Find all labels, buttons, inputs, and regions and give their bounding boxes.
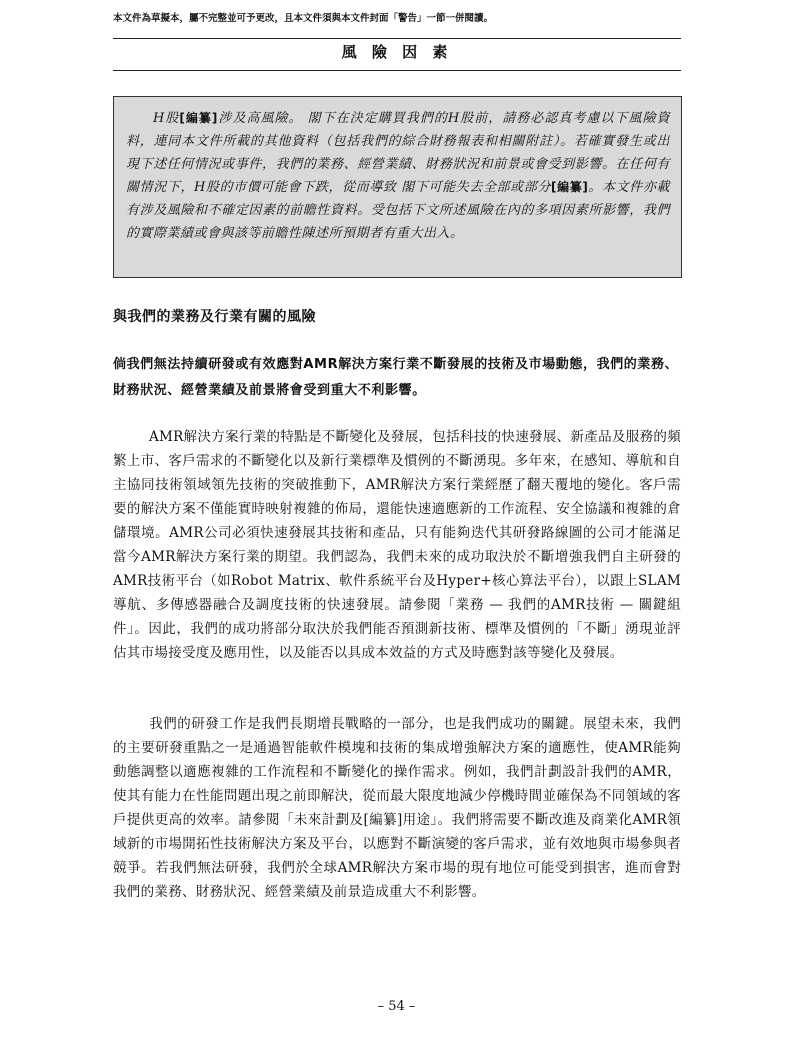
warning-text-part: 涉及高風險。 閣下在決定購買我們的H股前，請務必認真考慮以下風險資料，連同本文件所載的其他資料（包括我們的綜合財務報表和相關附註）。若確實發生或出現下述任何情況或事件，我們的業務、經營業績、財務狀況和前景或會受到影響。在任何有關情況下，H股的市價可能會下跌，從而導致 閣下可能失去全部或部分: [126, 111, 670, 195]
header-rule-bottom: [113, 70, 681, 71]
warning-text-part: 。本文件亦載有涉及風險和不確定因素的前瞻性資料。受包括下文所述風險在內的多項因素所影響，我們的實際業績或會與該等前瞻性陳述所預期者有重大出入。: [126, 180, 670, 241]
warning-box: [113, 96, 682, 278]
paragraph-text: 我們的研發工作是我們長期增長戰略的一部分，也是我們成功的關鍵。展望未來，我們的主要研發重點之一是通過智能軟件模塊和技術的集成增強解決方案的適應性，使AMR能夠動態調整以適應複雜的工作流程和不斷變化的操作需求。例如，我們計劃設計我們的AMR，使其有能力在性能問題出現之前即解決，從而最大限度地減少停機時間並確保為不同領域的客戶提供更高的效率。請參閱「未來計劃及[編纂]用途」。我們將需要不斷改進及商業化AMR領域新的市場開拓性技術解決方案及平台，以應對不斷演變的客戶需求，並有效地與市場參與者競爭。若我們無法研發，我們於全球AMR解決方案市場的現有地位可能受到損害，進而會對我們的業務、財務狀況、經營業績及前景造成重大不利影響。: [113, 716, 681, 900]
body-paragraph: [113, 712, 681, 927]
page-number: – 54 –: [377, 999, 416, 1014]
chapter-title: 風 險 因 素: [341, 43, 453, 61]
redacted-placeholder: [編纂]: [179, 111, 218, 125]
section-heading: 與我們的業務及行業有關的風險: [113, 309, 316, 325]
header-rule-top: [113, 38, 681, 39]
draft-disclaimer: 本文件為草擬本，屬不完整並可予更改，且本文件須與本文件封面「警告」一節一併閱讀。: [113, 13, 494, 24]
warning-text-part: H股: [153, 111, 180, 126]
redacted-placeholder: [編纂]: [551, 180, 589, 194]
body-paragraph: [113, 425, 681, 687]
paragraph-text: AMR解決方案行業的特點是不斷變化及發展，包括科技的快速發展、新產品及服務的頻繁上市、客戶需求的不斷變化以及新行業標準及慣例的不斷湧現。多年來，在感知、導航和自主協同技術領域領先技術的突破推動下，AMR解決方案行業經歷了翻天覆地的變化。客戶需要的解決方案不僅能實時映射複雜的佈局，還能快速適應新的工作流程、安全協議和複雜的倉儲環境。AMR公司必須快速發展其技術和產品，只有能夠迭代其研發路線圖的公司才能滿足當今AMR解決方案行業的期望。我們認為，我們未來的成功取決於不斷增強我們自主研發的AMR技術平台（如Robot Matrix、軟件系統平台及Hyper+核心算法平台），以跟上SLAM導航、多傳感器融合及調度技術的快速發展。請參閱「業務 — 我們的AMR技術 — 關鍵組件」。因此，我們的成功將部分取決於我們能否預測新技術、標準及慣例的「不斷」湧現並評估其市場接受度及應用性，以及能否以具成本效益的方式及時應對該等變化及發展。: [113, 429, 681, 661]
risk-factor-heading: 倘我們無法持續研發或有效應對AMR解決方案行業不斷發展的技術及市場動態，我們的業務、財務狀況、經營業績及前景將會受到重大不利影響。: [113, 357, 679, 398]
